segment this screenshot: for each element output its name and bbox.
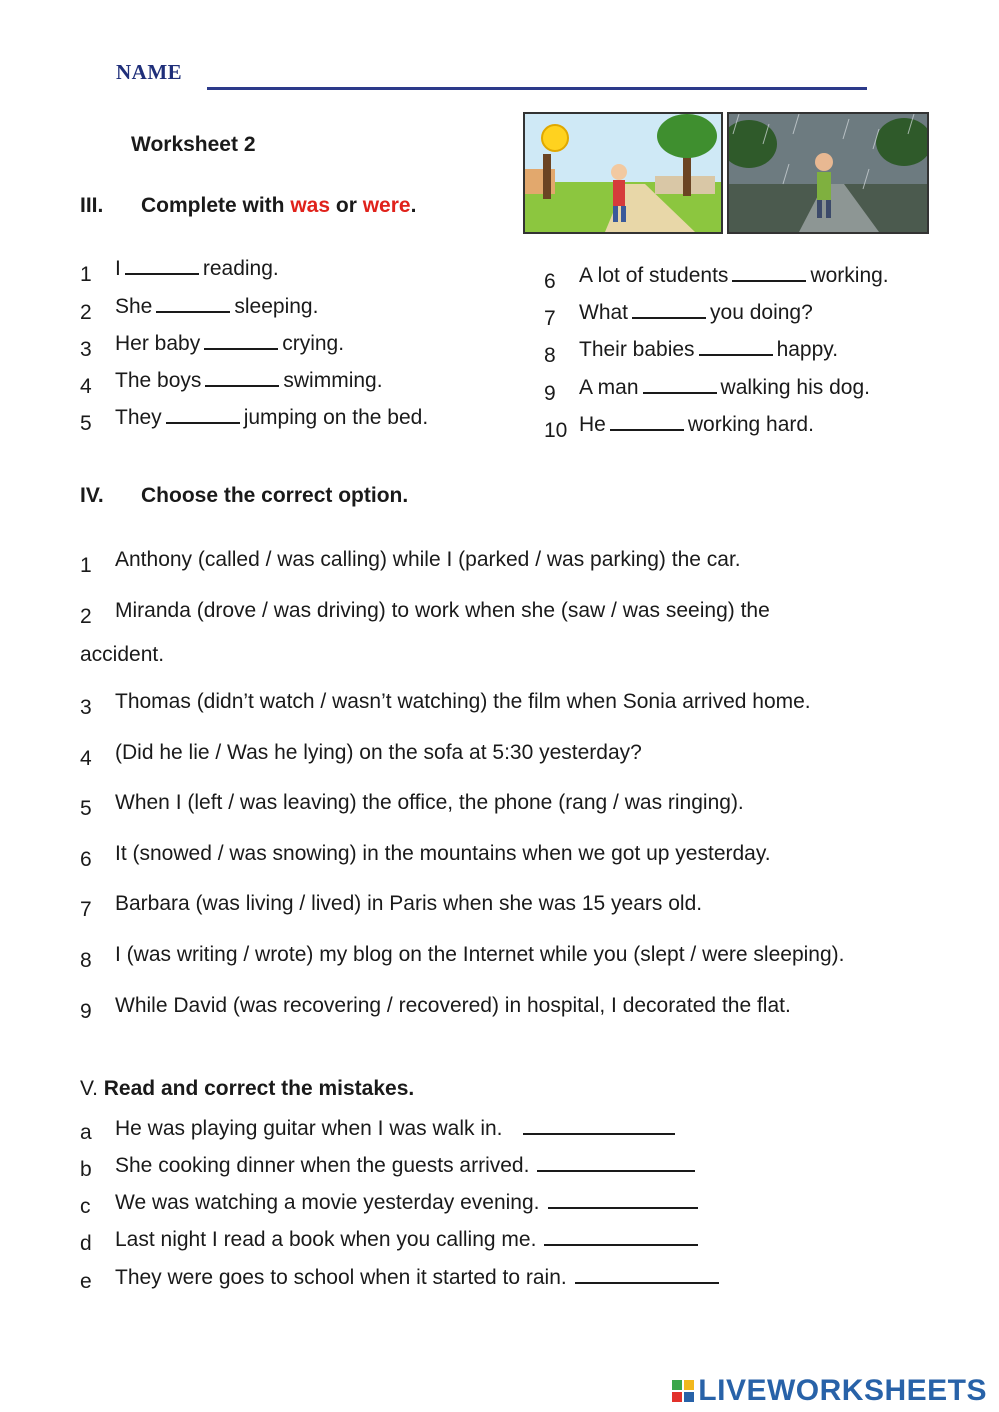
answer-blank[interactable] bbox=[643, 376, 717, 394]
answer-blank[interactable] bbox=[699, 338, 773, 356]
list-item-continuation: accident. bbox=[80, 643, 165, 666]
answer-blank[interactable] bbox=[166, 406, 240, 424]
name-field-line[interactable] bbox=[207, 87, 867, 90]
word-was: was bbox=[290, 194, 331, 217]
sunny-day-illustration bbox=[523, 112, 723, 234]
rainy-day-illustration bbox=[727, 112, 929, 234]
name-label: NAME bbox=[116, 60, 183, 84]
answer-line[interactable] bbox=[548, 1189, 698, 1209]
answer-blank[interactable] bbox=[156, 295, 230, 313]
answer-blank[interactable] bbox=[632, 301, 706, 319]
section-5-heading: V. Read and correct the mistakes. bbox=[80, 1077, 415, 1100]
answer-blank[interactable] bbox=[610, 413, 684, 431]
section-4-number: IV. bbox=[80, 484, 104, 507]
logo-squares-icon bbox=[672, 1380, 694, 1402]
section-3-number: III. bbox=[80, 194, 104, 217]
answer-blank[interactable] bbox=[204, 332, 278, 350]
section-4-heading: IV. Choose the correct option. bbox=[80, 484, 409, 507]
answer-line[interactable] bbox=[544, 1226, 698, 1246]
answer-line[interactable] bbox=[537, 1152, 695, 1172]
section-3-heading: III. Complete with was or were. bbox=[80, 194, 417, 217]
worksheet-title: Worksheet 2 bbox=[131, 133, 256, 156]
answer-blank[interactable] bbox=[205, 369, 279, 387]
answer-blank[interactable] bbox=[125, 257, 199, 275]
answer-line[interactable] bbox=[575, 1264, 719, 1284]
word-were: were bbox=[362, 194, 411, 217]
answer-line[interactable] bbox=[523, 1115, 675, 1135]
section-5-number: V. bbox=[80, 1077, 98, 1100]
liveworksheets-logo: LIVEWORKSHEETS bbox=[672, 1374, 987, 1408]
answer-blank[interactable] bbox=[732, 264, 806, 282]
